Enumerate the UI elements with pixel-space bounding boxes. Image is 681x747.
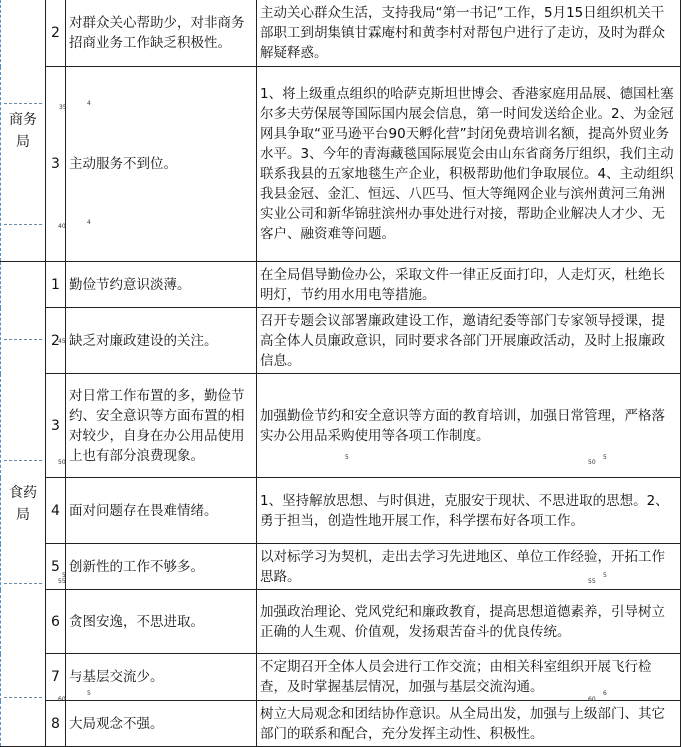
issue-cell: 大局观念不强。 xyxy=(66,701,257,747)
department-cell-food-drug: 食药局 xyxy=(1,262,46,747)
layout-marker: 60 xyxy=(58,696,66,703)
layout-marker: 50 xyxy=(588,459,596,466)
layout-marker: 45 xyxy=(58,338,66,345)
measure-cell: 在全局倡导勤俭办公，采取文件一律正反面打印，人走灯灭，杜绝长明灯，节约用水用电等措施。 xyxy=(257,262,681,308)
layout-marker: 55 xyxy=(58,578,66,585)
table-row xyxy=(1,478,681,544)
table-row xyxy=(1,701,681,747)
layout-marker: 5 xyxy=(62,572,66,579)
row-number: 3 xyxy=(46,374,66,478)
table-row xyxy=(1,374,681,478)
issue-cell: 主动服务不到位。 xyxy=(66,67,257,262)
margin-guide-line xyxy=(4,697,42,698)
issue-cell: 创新性的工作不够多。 xyxy=(66,544,257,590)
issue-cell: 勤俭节约意识淡薄。 xyxy=(66,262,257,308)
row-number: 7 xyxy=(46,654,66,701)
table-row xyxy=(1,654,681,701)
measure-cell: 1、将上级重点组织的哈萨克斯坦世博会、香港家庭用品展、德国杜塞尔多夫劳保展等国际国内展会信息，第一时间发送给企业。2、为金冠网具争取“亚马逊平台90天孵化营”封闭免费培训名额，提高外贸业务水平。3、今年的青海藏毯国际展览会由山东省商务厅组织，我们主动联系我县的五家地毯生产企业，积极帮助他们争取展位。4、主动组织我县金冠、金汇、恒远、八匹马、恒大等绳网企业与滨州黄河三角洲实业公司和新华锦驻滨州办事处进行对接，帮助企业解决人才少、无客户、融资难等问题。 xyxy=(257,67,681,262)
layout-marker: 4 xyxy=(87,219,91,226)
margin-guide-line xyxy=(4,103,42,104)
issue-cell: 与基层交流少。 xyxy=(66,654,257,701)
table-row xyxy=(1,308,681,374)
row-number: 4 xyxy=(46,478,66,544)
issue-cell: 贪图安逸，不思进取。 xyxy=(66,590,257,654)
department-cell-commerce: 商务局 xyxy=(1,0,46,262)
row-number: 8 xyxy=(46,701,66,747)
layout-marker: 5 xyxy=(87,690,91,697)
issue-cell: 对日常工作布置的多，勤俭节约、安全意识等方面布置的相对较少，自身在办公用品使用上也有部分浪费现象。 xyxy=(66,374,257,478)
measure-cell: 树立大局观念和团结协作意识。从全局出发，加强与上级部门、其它部门的联系和配合，充分发挥主动性、积极性。 xyxy=(257,701,681,747)
layout-marker: 50 xyxy=(58,459,66,466)
measure-cell: 不定期召开全体人员会进行工作交流；由相关科室组织开展飞行检查，及时掌握基层情况，加强与基层交流沟通。 xyxy=(257,654,681,701)
table-row xyxy=(1,544,681,590)
layout-marker: 60 xyxy=(588,696,596,703)
layout-marker: 35 xyxy=(59,104,67,111)
layout-marker: 5 xyxy=(345,454,349,461)
row-number: 5 xyxy=(46,544,66,590)
row-number: 1 xyxy=(46,262,66,308)
measure-cell: 召开专题会议部署廉政建设工作，邀请纪委等部门专家领导授课，提高全体人员廉政意识，同时要求各部门开展廉政活动，及时上报廉政信息。 xyxy=(257,308,681,374)
issue-cell: 对群众关心帮助少，对非商务招商业务工作缺乏积极性。 xyxy=(66,0,257,67)
issue-cell: 面对问题存在畏难情绪。 xyxy=(66,478,257,544)
table-row xyxy=(1,67,681,262)
measure-cell: 主动关心群众生活，支持我局“第一书记”工作，5月15日组织机关干部职工到胡集镇甘霖庵村和黄李村对帮包户进行了走访，及时为群众解疑释惑。 xyxy=(257,0,681,67)
layout-marker: 4 xyxy=(87,100,91,107)
measure-cell: 加强勤俭节约和安全意识等方面的教育培训，加强日常管理，严格落实办公用品采购使用等各项工作制度。 xyxy=(257,374,681,478)
margin-guide-line xyxy=(4,460,42,461)
row-number: 2 xyxy=(46,308,66,374)
margin-guide-line xyxy=(4,339,42,340)
margin-guide-line xyxy=(4,224,42,225)
layout-marker: 40 xyxy=(58,223,66,230)
layout-marker: 55 xyxy=(588,578,596,585)
table-row xyxy=(1,590,681,654)
row-number: 6 xyxy=(46,590,66,654)
measure-cell: 1、坚持解放思想、与时俱进，克服安于现状、不思进取的思想。2、勇于担当，创造性地开展工作，科学摆布好各项工作。 xyxy=(257,478,681,544)
issue-cell: 缺乏对廉政建设的关注。 xyxy=(66,308,257,374)
layout-marker: 6 xyxy=(603,690,607,697)
measure-cell: 以对标学习为契机，走出去学习先进地区、单位工作经验，开拓工作思路。 xyxy=(257,544,681,590)
margin-guide-line xyxy=(4,583,42,584)
layout-marker: 5 xyxy=(603,572,607,579)
measure-cell: 加强政治理论、党风党纪和廉政教育，提高思想道德素养，引导树立正确的人生观、价值观，发扬艰苦奋斗的优良传统。 xyxy=(257,590,681,654)
row-number: 2 xyxy=(46,0,66,67)
row-number: 3 xyxy=(46,67,66,262)
layout-marker: 5 xyxy=(603,454,607,461)
table-row xyxy=(1,262,681,308)
table-row xyxy=(1,0,681,67)
